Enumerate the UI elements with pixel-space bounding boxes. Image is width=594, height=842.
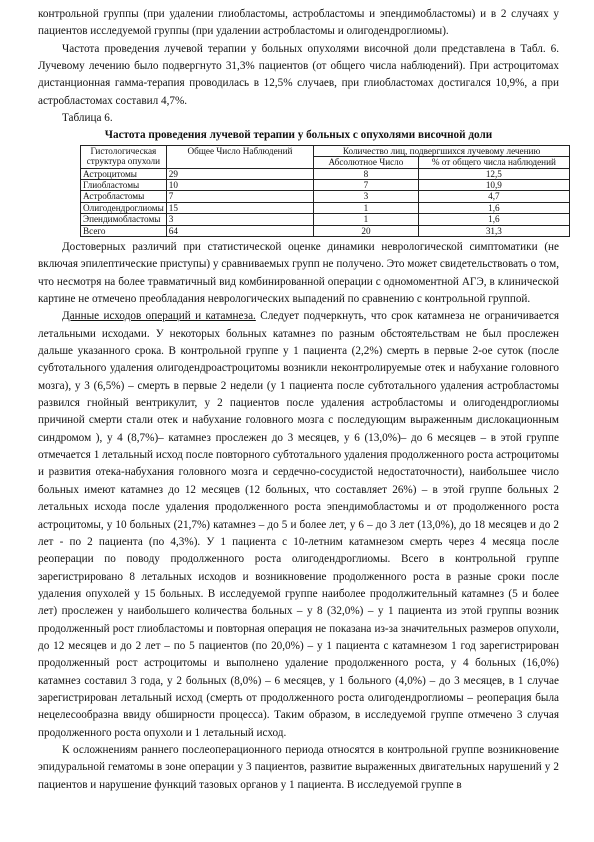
table-row (81, 202, 570, 213)
cell-total: 3 (166, 214, 313, 225)
cell-absolute: 3 (314, 191, 419, 202)
cell-absolute: 7 (314, 179, 419, 190)
document-page (38, 6, 559, 794)
cell-percent: 1,6 (418, 214, 569, 225)
cell-name: Астроцитомы (81, 168, 167, 179)
cell-percent: 12,5 (418, 168, 569, 179)
header-percent: % от общего числа наблюдений (418, 157, 569, 168)
table-row (81, 191, 570, 202)
cell-percent: 10,9 (418, 179, 569, 190)
header-absolute: Абсолютное Число (314, 157, 419, 168)
cell-total: 10 (166, 179, 313, 190)
cell-total: 15 (166, 202, 313, 213)
cell-total: 7 (166, 191, 313, 202)
cell-absolute: 20 (314, 225, 419, 236)
cell-name: Всего (81, 225, 167, 236)
cell-percent: 1,6 (418, 202, 569, 213)
cell-percent: 31,3 (418, 225, 569, 236)
cell-absolute: 8 (314, 168, 419, 179)
cell-percent: 4,7 (418, 191, 569, 202)
outcomes-text: Следует подчеркнуть, что срок катамнеза не ограничивается летальными исходами. У некоторых больных катамнез по разным обстоятельствам не был прослежен дальше указанного срока. В контрольной группе у 1 пациента (2,2%) смерть в первые 2-ое суток (после субтотального удаления олигодендроастроцитомы возникли неконтролируемые отек и набухание головного мозга), у 3 (6,5%) – смерть в первые 2 недели (у 1 пациента после субтотального удаления астробластомы развился гнойный вентрикулит, у 2 пациентов после удаления астробластомы и олигодендроглиомы причиной смерти стали отек и набухание головного мозга с последующим выраженным дислокационным синдромом ), у 4 (8,7%)– катамнез прослежен до 3 месяцев, у 6 (13,0%)– до 6 месяцев – в этой группе отмечается 1 летальный исход после повторного субтотального удаления продолженного роста астроцитомы и развития отека-набухания головного мозга и сердечно-сосудистой недостаточности), наибольшее число больных имеют катамнез до 12 месяцев (12 больных, что составляет 26%) – в этой группе больных 2 летальных исхода после удаления продолженного роста эпендимобластомы и от продолженного роста астроцитомы, у 10 больных (21,7%) катамнез – до 5 и более лет, у 6 – до 3 лет (13,0%), до 18 месяцев и до 2 лет - по 2 пациента (по 4,3%). У 1 пациента с 10-летним катамнезом смерть через 4 месяца после реоперации по поводу продолженного роста олигодендроглиомы. Всего в контрольной группе зарегистрировано 8 летальных исходов и возникновение продолженного роста в разные сроки после удаления опухолей у 15 больных. В исследуемой группе наиболее продолжительный катамнез (5 и более лет) прослежен у наибольшего количества больных – у 8 (32,0%) – у 1 пациента из этой группы возник продолженный рост глиобластомы и повторная операция не показана из-за значительных размеров опухоли, до 12 месяцев и до 2 лет – по 5 пациентов (по 20,0%) – у 1 пациента с катамнезом 1 год зарегистрирован продолженный рост астроцитомы и выполнено удаление продолженного роста, у 4 больных (16,0%) катамнез составил 3 года, у 2 больных (8,0%) – 6 месяцев, у 1 больного (4,0%) – до 3 месяцев, в 1 случае зарегистрирован летальный исход (смерть от продолженного роста олигодендроглиомы – реоперация была нецелесообразна ввиду обширности процесса). Таким образом, в исследуемой группе отмечено 3 случая продолженного роста опухоли и 1 летальный исход. (38, 310, 559, 739)
table-title: Частота проведения лучевой терапии у больных с опухолями височной доли (104, 129, 493, 142)
cell-total: 29 (166, 168, 313, 179)
table-row (81, 168, 570, 179)
cell-name: Эпендимобластомы (81, 214, 167, 225)
cell-name: Олигодендроглиомы (81, 202, 167, 213)
cell-absolute: 1 (314, 202, 419, 213)
table-row (81, 179, 570, 190)
table-row-total (81, 225, 570, 236)
cell-name: Астробластомы (81, 191, 167, 202)
header-histology: Гистологическая структура опухоли (81, 145, 167, 168)
header-radiotherapy: Количество лиц, подвергшихся лучевому лечению (314, 145, 570, 156)
cell-absolute: 1 (314, 214, 419, 225)
outcomes-heading: Данные исходов операций и катамнеза. (62, 310, 256, 323)
table-label: Таблица 6. (62, 112, 113, 125)
paragraph-outcomes (38, 308, 559, 742)
paragraph-3: Достоверных различий при статистической оценке динамики неврологической симптоматики (не включая эпилептические приступы) у сравниваемых групп не получено. Это может свидетельствовать о том, что несмотря на более травматичный вид комбинированной операции с одномоментной АГЭ, в клинической картине не отмечено преобладания неврологических выпадений по сравнению с контрольной группой. (38, 241, 559, 306)
table-row (81, 214, 570, 225)
radiotherapy-table (80, 145, 570, 237)
cell-total: 64 (166, 225, 313, 236)
cell-name: Глиобластомы (81, 179, 167, 190)
paragraph-1: контрольной группы (при удалении глиобластомы, астробластомы и эпендимобластомы) и в 2 случаях у пациентов исследуемой группы (при удалении астробластомы и олигодендроглиомы). (38, 8, 559, 38)
paragraph-complications: К осложнениям раннего послеоперационного периода относятся в контрольной группе возникновение эпидуральной гематомы в зоне операции у 3 пациентов, развитие выраженных двигательных нарушений у 2 пациентов и нарушение функций тазовых органов у 1 пациента. В исследуемой группе в (38, 743, 559, 791)
header-total: Общее Число Наблюдений (166, 145, 313, 168)
paragraph-2: Частота проведения лучевой терапии у больных опухолями височной доли представлена в Табл. 6. Лучевому лечению было подвергнуто 31,3% пациентов (от общего числа наблюдений). При астроцитомах дистанционная гамма-терапия проводилась в 12,5% случаев, при глиобластомах достигался 10,9%, а при астробластомах составил 4,7%. (38, 42, 559, 107)
